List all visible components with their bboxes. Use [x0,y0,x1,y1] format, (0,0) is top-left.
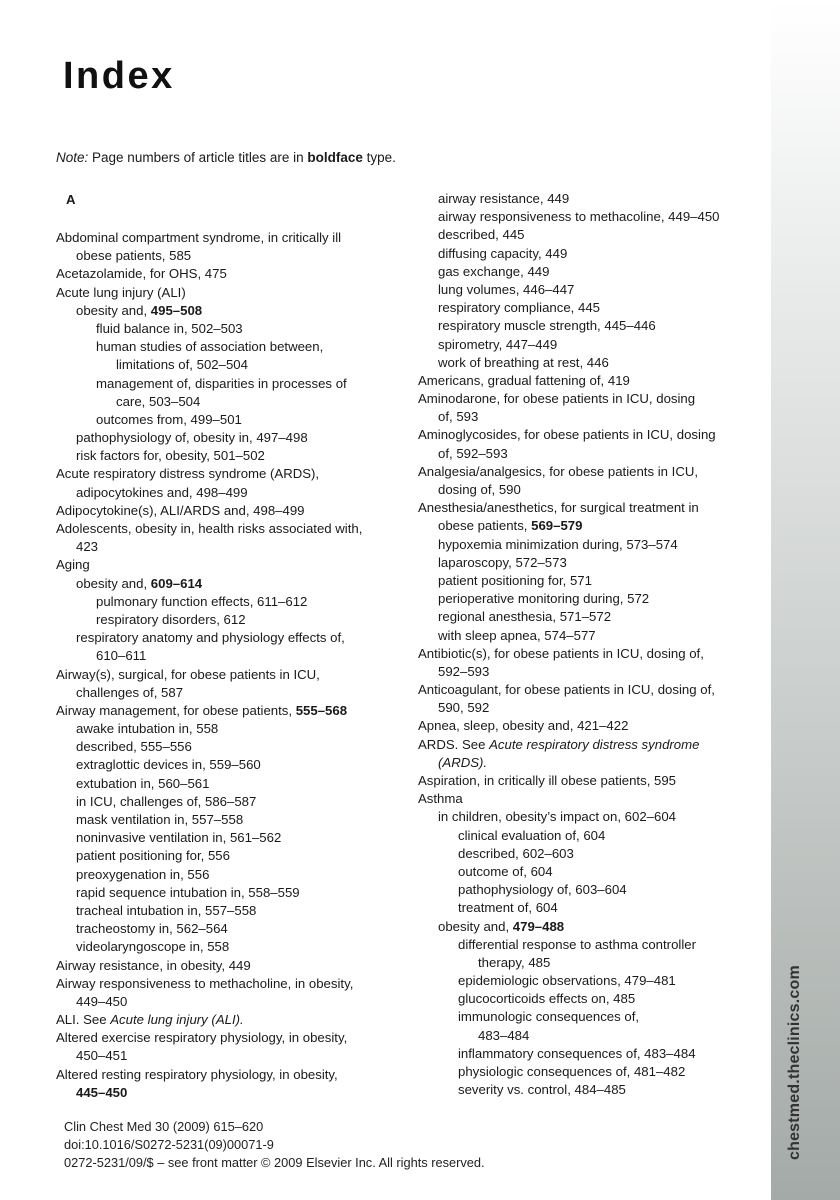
entry-text: airway resistance, 449 [438,191,570,206]
entry-text: respiratory anatomy and physiology effects of, [76,630,345,646]
index-entry [418,208,763,226]
entry-text: described, 602–603 [458,845,574,861]
index-entry [418,1008,763,1026]
entry-text: of, 592–593 [438,445,508,461]
index-entry [56,265,406,283]
index-entry [418,808,763,826]
entry-text: 610–611 [96,648,147,664]
index-entry [418,681,763,699]
index-entry [56,720,406,738]
entry-text: obesity and, [76,302,151,318]
entry-text: Aminodarone, for obese patients in ICU, dosing [418,391,696,407]
entry-text: perioperative monitoring during, 572 [438,591,650,607]
index-entry [418,608,763,626]
entry-text: outcomes from, 499–501 [96,411,242,427]
index-entry [418,190,763,208]
note-bold-word: boldface [307,150,363,165]
entry-text: Airway resistance, in obesity, 449 [56,957,251,973]
entry-text: Americans, gradual fattening of, 419 [418,372,630,388]
note-text-2: type. [362,150,396,165]
index-entry [418,463,763,481]
entry-text: extraglottic devices in, 559–560 [76,757,261,773]
page-title: Index [63,55,175,97]
entry-text: Acute respiratory distress syndrome (ARDS), [56,466,320,482]
entry-text: pulmonary function effects, 611–612 [96,593,308,609]
index-entry [56,684,406,702]
entry-text: obese patients, [438,518,532,534]
index-entry [56,847,406,865]
entry-text: described, 555–556 [76,739,192,755]
index-entry [418,936,763,954]
entry-text: Analgesia/analgesics, for obese patients in ICU, [418,463,699,479]
index-entry [56,1029,406,1047]
index-entry [418,827,763,845]
index-entry [418,627,763,645]
entry-text: Anesthesia/anesthetics, for surgical treatment in [418,500,699,516]
index-column-right [418,190,763,1099]
note [56,150,396,165]
index-entry [56,447,406,465]
entry-text: pathophysiology of, obesity in, 497–498 [76,430,308,446]
entry-text: in ICU, challenges of, 586–587 [76,793,257,809]
index-entry [418,899,763,917]
index-entry [56,920,406,938]
entry-text: Acetazolamide, for OHS, 475 [56,266,227,282]
entry-text: of, 593 [438,409,479,425]
entry-see-reference: (ARDS). [438,754,488,770]
index-entry [56,538,406,556]
entry-pages-bold: 479–488 [512,918,565,934]
footer-doi: doi:10.1016/S0272-5231(09)00071-9 [64,1137,274,1152]
entry-text: in children, obesity’s impact on, 602–604 [438,809,677,825]
entry-text: care, 503–504 [116,393,201,409]
index-entry [418,1063,763,1081]
entry-pages-bold: 495–508 [150,302,203,318]
index-column-left [56,190,406,1102]
index-entry [418,1027,763,1045]
index-entry [418,481,763,499]
index-entry [56,884,406,902]
index-entry [418,699,763,717]
entry-text: challenges of, 587 [76,684,184,700]
entry-text: limitations of, 502–504 [116,357,248,373]
entry-text: patient positioning for, 556 [76,848,230,864]
entry-text: noninvasive ventilation in, 561–562 [76,830,282,846]
entry-text: dosing of, 590 [438,482,521,497]
entry-text: preoxygenation in, 556 [76,866,210,882]
entry-text: 423 [76,539,99,555]
entry-text: rapid sequence intubation in, 558–559 [76,884,300,900]
entry-text: Airway management, for obese patients, [56,702,296,718]
index-entry [56,320,406,338]
entry-text: hypoxemia minimization during, 573–574 [438,536,678,552]
entry-text: Altered resting respiratory physiology, in obesity, [56,1066,338,1082]
index-entry [56,302,406,320]
entry-text: tracheostomy in, 562–564 [76,921,228,937]
index-entry [56,902,406,920]
index-entry [418,372,763,390]
index-entry [418,754,763,772]
index-entry [56,393,406,411]
index-entry [418,263,763,281]
entry-text: ARDS. See [418,736,490,752]
entry-text: differential response to asthma controller [458,936,696,952]
index-entry [56,793,406,811]
index-entry [418,845,763,863]
entry-text: Adipocytokine(s), ALI/ARDS and, 498–499 [56,502,305,518]
index-entry [418,990,763,1008]
entry-pages-bold: 609–614 [150,575,203,591]
entry-text: Acute lung injury (ALI) [56,284,186,300]
index-entry [56,957,406,975]
index-entry [418,426,763,444]
entry-text: 592–593 [438,663,490,679]
index-entry [56,666,406,684]
entry-text: Asthma [418,791,463,807]
entry-text: Adolescents, obesity in, health risks associated with, [56,521,363,536]
entry-text: therapy, 485 [478,954,551,970]
index-entry [418,336,763,354]
index-entry [418,1045,763,1063]
index-entry [56,702,406,720]
entry-text: fluid balance in, 502–503 [96,320,243,336]
index-entry [418,245,763,263]
index-entry [56,284,406,302]
entry-text: diffusing capacity, 449 [438,245,568,261]
index-entry [56,1047,406,1065]
entry-see-reference: Acute lung injury (ALI). [110,1012,244,1028]
index-entry [418,554,763,572]
index-entry [418,954,763,972]
entry-text: airway responsiveness to methacoline, 449–450 [438,209,720,225]
entry-text: respiratory compliance, 445 [438,300,600,316]
index-entry [56,411,406,429]
index-entry [56,866,406,884]
entry-text: respiratory muscle strength, 445–446 [438,318,656,334]
index-entry [56,556,406,574]
index-entry [418,736,763,754]
entry-text: patient positioning for, 571 [438,572,592,588]
index-entry [56,593,406,611]
entry-text: 483–484 [478,1027,530,1043]
entry-text: obesity and, [438,918,513,934]
entry-text: outcome of, 604 [458,863,553,879]
index-entry [56,975,406,993]
index-entry [418,226,763,244]
index-entry [56,829,406,847]
index-entry [418,390,763,408]
side-color-band [771,0,840,1200]
index-entry [418,354,763,372]
index-entry [56,338,406,356]
index-entry [418,572,763,590]
entry-text: spirometry, 447–449 [438,336,558,352]
entry-text: Airway responsiveness to methacholine, in obesity, [56,975,354,991]
index-entry [418,1081,763,1099]
index-entry [418,499,763,517]
index-entry [56,520,406,538]
index-entry [418,972,763,990]
entry-text: management of, disparities in processes of [96,375,347,391]
entry-pages-bold: 445–450 [76,1084,128,1100]
entry-text: 449–450 [76,993,128,1009]
index-entry [418,281,763,299]
index-entry [56,484,406,502]
index-entry [56,629,406,647]
index-entry [418,590,763,608]
entry-text: immunologic consequences of, [458,1009,640,1025]
journal-url: chestmed.theclinics.com [786,965,803,1160]
entry-text: lung volumes, 446–447 [438,281,575,297]
index-entry [56,993,406,1011]
entry-text: 450–451 [76,1048,128,1064]
index-entry [418,299,763,317]
entry-see-reference: Acute respiratory distress syndrome [489,736,700,752]
footer-copyright: 0272-5231/09/$ – see front matter © 2009 Elsevier Inc. All rights reserved. [64,1155,485,1170]
index-entry [418,645,763,663]
entry-text: with sleep apnea, 574–577 [438,627,596,643]
entry-text: inflammatory consequences of, 483–484 [458,1045,696,1061]
note-label: Note: [56,150,89,165]
entry-text: respiratory disorders, 612 [96,611,246,627]
entry-text: work of breathing at rest, 446 [438,354,609,370]
entry-text: clinical evaluation of, 604 [458,827,606,843]
entry-text: Antibiotic(s), for obese patients in ICU, dosing of, [418,645,704,661]
index-entry [56,247,406,265]
entry-text: Anticoagulant, for obese patients in ICU, dosing of, [418,682,715,698]
entry-text: obesity and, [76,575,151,591]
entry-text: videolaryngoscope in, 558 [76,939,230,955]
section-letter-text: A [66,192,76,207]
entry-text: ALI. See [56,1012,111,1028]
index-entry [56,429,406,447]
index-entry [418,918,763,936]
entry-text: adipocytokines and, 498–499 [76,484,248,500]
entry-text: Aging [56,557,90,573]
index-entry [56,375,406,393]
entry-text: obese patients, 585 [76,248,192,264]
index-entry [56,356,406,374]
index-entry [418,717,763,735]
entry-text: human studies of association between, [96,339,324,355]
entry-text: treatment of, 604 [458,900,558,916]
index-entry [418,881,763,899]
index-entry [56,775,406,793]
index-entry [418,445,763,463]
index-entry [56,229,406,247]
index-entry [56,756,406,774]
index-entry [418,772,763,790]
note-text-1: Page numbers of article titles are in [88,150,308,165]
footer [64,1118,485,1172]
index-entry [56,1011,406,1029]
entry-text: tracheal intubation in, 557–558 [76,902,257,918]
index-entry [56,575,406,593]
entry-text: Apnea, sleep, obesity and, 421–422 [418,718,629,734]
entry-text: Altered exercise respiratory physiology, in obesity, [56,1030,348,1046]
index-entry [56,1084,406,1102]
entry-text: Abdominal compartment syndrome, in critically ill [56,230,342,245]
entry-text: Aminoglycosides, for obese patients in ICU, dosing [418,427,716,443]
index-entry [418,663,763,681]
entry-text: 590, 592 [438,700,490,716]
index-entry [418,517,763,535]
index-entry [56,1066,406,1084]
entry-text: laparoscopy, 572–573 [438,554,567,570]
section-letter [56,190,406,210]
entry-text: extubation in, 560–561 [76,775,210,791]
entry-text: epidemiologic observations, 479–481 [458,973,676,989]
entry-text: glucocorticoids effects on, 485 [458,991,636,1007]
index-entry [56,738,406,756]
entry-pages-bold: 569–579 [531,518,583,534]
index-entry [56,465,406,483]
entry-text: risk factors for, obesity, 501–502 [76,448,265,464]
entry-text: regional anesthesia, 571–572 [438,609,612,625]
entry-text: mask ventilation in, 557–558 [76,812,244,827]
index-entry [56,811,406,829]
index-entry [418,790,763,808]
index-entry [56,611,406,629]
index-entry [56,502,406,520]
entry-text: Aspiration, in critically ill obese patients, 595 [418,773,677,788]
footer-citation: Clin Chest Med 30 (2009) 615–620 [64,1119,264,1134]
entry-pages-bold: 555–568 [295,702,348,718]
entry-text: physiologic consequences of, 481–482 [458,1064,686,1079]
entry-text: pathophysiology of, 603–604 [458,882,627,898]
index-entry [56,647,406,665]
index-entry [418,536,763,554]
entry-text: awake intubation in, 558 [76,721,219,737]
index-entry [418,408,763,426]
entry-text: gas exchange, 449 [438,263,550,279]
entry-text: Airway(s), surgical, for obese patients in ICU, [56,666,320,682]
index-entry [418,317,763,335]
index-entry [418,863,763,881]
index-entry [56,938,406,956]
entry-text: severity vs. control, 484–485 [458,1082,626,1098]
entry-text: described, 445 [438,227,525,243]
